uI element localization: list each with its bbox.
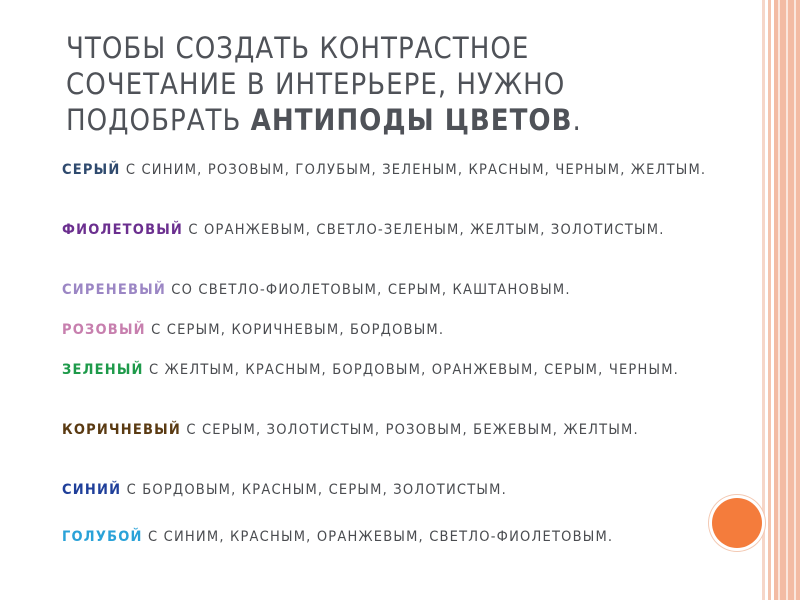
color-name: СЕРЫЙ [62, 162, 121, 178]
list-item [62, 220, 722, 240]
list-item [62, 320, 722, 340]
color-pairs: С СЕРЫМ, КОРИЧНЕВЫМ, БОРДОВЫМ. [145, 322, 445, 338]
color-pairs: С ЖЕЛТЫМ, КРАСНЫМ, БОРДОВЫМ, ОРАНЖЕВЫМ, СЕРЫМ, ЧЕРНЫМ. [143, 362, 679, 378]
color-pairs: С БОРДОВЫМ, КРАСНЫМ, СЕРЫМ, ЗОЛОТИСТЫМ. [121, 482, 507, 498]
border-stripe [794, 0, 796, 600]
color-name: СИНИЙ [62, 482, 122, 498]
color-name: СИРЕНЕВЫЙ [62, 282, 166, 298]
slide-title [66, 30, 726, 138]
color-pairs: СО СВЕТЛО-ФИОЛЕТОВЫМ, СЕРЫМ, КАШТАНОВЫМ. [165, 282, 571, 298]
color-name: ЗЕЛЕНЫЙ [62, 362, 144, 378]
color-pairs: С СИНИМ, РОЗОВЫМ, ГОЛУБЫМ, ЗЕЛЕНЫМ, КРАСНЫМ, ЧЕРНЫМ, ЖЕЛТЫМ. [120, 162, 707, 178]
title-line-2: СОЧЕТАНИЕ В ИНТЕРЬЕРЕ, НУЖНО [66, 67, 566, 101]
border-stripe [786, 0, 788, 600]
title-line-3 [66, 102, 726, 138]
list-item [62, 360, 722, 380]
color-name: ГОЛУБОЙ [62, 529, 143, 545]
list-item [62, 480, 722, 500]
border-stripe [768, 0, 771, 600]
list-item [62, 160, 722, 180]
list-item [62, 280, 722, 300]
title-line-3-prefix: ПОДОБРАТЬ [66, 103, 251, 137]
title-line-3-suffix: . [572, 103, 582, 137]
color-pairs: С СИНИМ, КРАСНЫМ, ОРАНЖЕВЫМ, СВЕТЛО-ФИОЛЕТОВЫМ. [142, 529, 614, 545]
title-line-1: ЧТОБЫ СОЗДАТЬ КОНТРАСТНОЕ [66, 31, 530, 65]
color-name: РОЗОВЫЙ [62, 322, 146, 338]
color-pairs: С СЕРЫМ, ЗОЛОТИСТЫМ, РОЗОВЫМ, БЕЖЕВЫМ, ЖЕЛТЫМ. [180, 422, 639, 438]
list-item [62, 420, 722, 440]
border-stripe [762, 0, 765, 600]
color-name: ФИОЛЕТОВЫЙ [62, 222, 184, 238]
title-line-3-bold: АНТИПОДЫ ЦВЕТОВ [250, 103, 573, 137]
color-pairs: С ОРАНЖЕВЫМ, СВЕТЛО-ЗЕЛЕНЫМ, ЖЕЛТЫМ, ЗОЛОТИСТЫМ. [183, 222, 665, 238]
list-item [62, 527, 722, 547]
border-stripe [778, 0, 780, 600]
color-name: КОРИЧНЕВЫЙ [62, 422, 181, 438]
